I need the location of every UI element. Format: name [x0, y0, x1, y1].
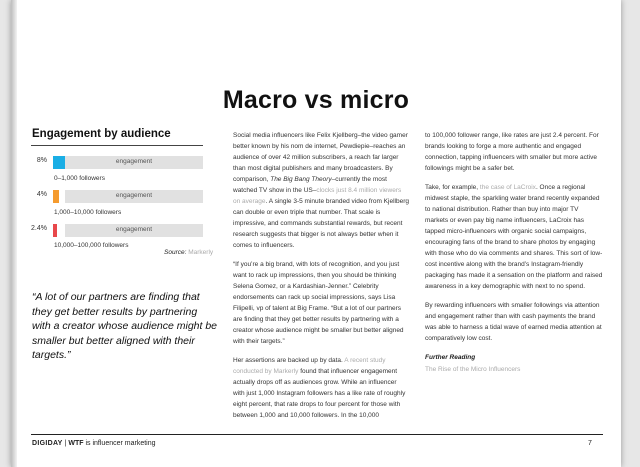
bar-fill [53, 156, 65, 169]
engagement-bar-row [31, 156, 203, 169]
paragraph-text: found that influencer engagement actually drops off as audiences grow. While an influencer with just 1,000 Instagram followers has a like rate of roughly eight percent, that rate drops to four percent for those with between 1,000 and 10,000 followers. In the 10,000 [233, 368, 406, 419]
bar-percent: 2.4% [31, 225, 47, 232]
bar-fill [53, 224, 57, 237]
paragraph: “If you’re a big brand, with lots of recognition, and you just want to rack up impressions, then you should be thinking Selena Gomez, or a Kardashian-Jenner.” Celebrity endorsements can rack up social impressions, says Lisa Filipelli, vp of talent at Big Frame. “But a lot of our partners are finding that they get better results by partnering with a creator whose audience might be smaller but better aligned with their targets.” [233, 261, 404, 345]
show-title: The Big Bang Theory [270, 176, 332, 183]
bar-label: engagement [115, 226, 153, 233]
bar-fill [53, 190, 59, 203]
study-link[interactable]: A recent study conducted by Markerly [233, 357, 386, 375]
text-column-left [233, 130, 409, 429]
bar-caption: 1,000–10,000 followers [54, 209, 122, 216]
viewers-link[interactable]: clocks just 8.4 million viewers on average [233, 187, 402, 205]
paragraph-text: Social media influencers like Felix Kjellberg–the video gamer better known by his nom de internet, Pewdiepie–reaches an audience of over 42 million subscribers, a reach far larger than most digital publishers and many broadcasters. By comparison, [233, 132, 408, 183]
footer-series-bold: WTF [68, 440, 84, 447]
engagement-bar-row [31, 190, 203, 203]
page-edge-shadow [11, 0, 17, 467]
paragraph: By rewarding influencers with smaller followings via attention and engagement rather than with cash payments the brand was able to harness a tidal wave of earned media attention at comparatively low cost. [425, 302, 602, 342]
bar-caption: 0–1,000 followers [54, 175, 105, 182]
paragraph-text: –currently the most watched TV show in the US– [233, 176, 387, 194]
footer-divider [31, 434, 603, 435]
paragraph [233, 355, 409, 421]
bar-caption: 10,000–100,000 followers [54, 242, 129, 249]
chart-source [164, 249, 213, 256]
paragraph-text: Her assertions are backed up by data. [233, 357, 345, 364]
source-label: Source: [164, 249, 187, 256]
footer-separator: | [62, 440, 69, 447]
sidebar-divider [31, 145, 203, 146]
lacroix-link[interactable]: the case of LaCroix [479, 184, 536, 191]
paragraph-text: Take, for example, [425, 184, 480, 191]
footer-series: is influencer marketing [83, 440, 156, 447]
further-reading-heading: Further Reading [425, 354, 476, 361]
bar-percent: 4% [36, 191, 47, 198]
footer-brand: DIGIDAY [32, 440, 63, 447]
text-column-right [425, 130, 603, 375]
further-reading-link[interactable]: The Rise of the Micro Influencers [425, 366, 521, 373]
footer [32, 440, 156, 447]
bar-label: engagement [115, 192, 153, 199]
document-page [11, 0, 621, 467]
page-title: Macro vs micro [222, 86, 410, 114]
page-number: 7 [588, 440, 592, 447]
bar-percent: 8% [36, 157, 47, 164]
paragraph [425, 182, 603, 292]
engagement-bar-row [31, 224, 203, 237]
paragraph-text: . Once a regional midwest staple, the sparkling water brand recently expanded to national distribution. Rather than buy into major TV markets or even pay big name influencers, LaCroix has tapped micro-influencers with organic social campaigns, encouraging fans of the brand to share photos by engaging with those who do via comments and shares. This sort of low-cost incentive along with the brand’s Instagram-friendly packaging has made it a sensation on the platform and raised awareness in a key demographic with next to no spend. [425, 184, 603, 290]
pull-quote: “A lot of our partners are finding that they get better results by partnering with a creator whose audience might be smaller but better aligned with their targets.” [32, 291, 218, 361]
sidebar-title: Engagement by audience [32, 128, 171, 140]
source-value: Markerly [188, 249, 214, 256]
paragraph [233, 130, 409, 251]
paragraph-text: . A single 3-5 minute branded video from Kjellberg can double or even triple that number. That scale is impressive, and commands substantial rewards, but recent research suggests that bigger is not always better when it comes to influencers. [233, 198, 409, 249]
bar-label: engagement [115, 158, 153, 165]
paragraph: to 100,000 follower range, like rates are just 2.4 percent. For brands looking to forge a more authentic and engaged connection, tapping influencers with smaller but more active followings might be a safer bet. [425, 132, 599, 172]
